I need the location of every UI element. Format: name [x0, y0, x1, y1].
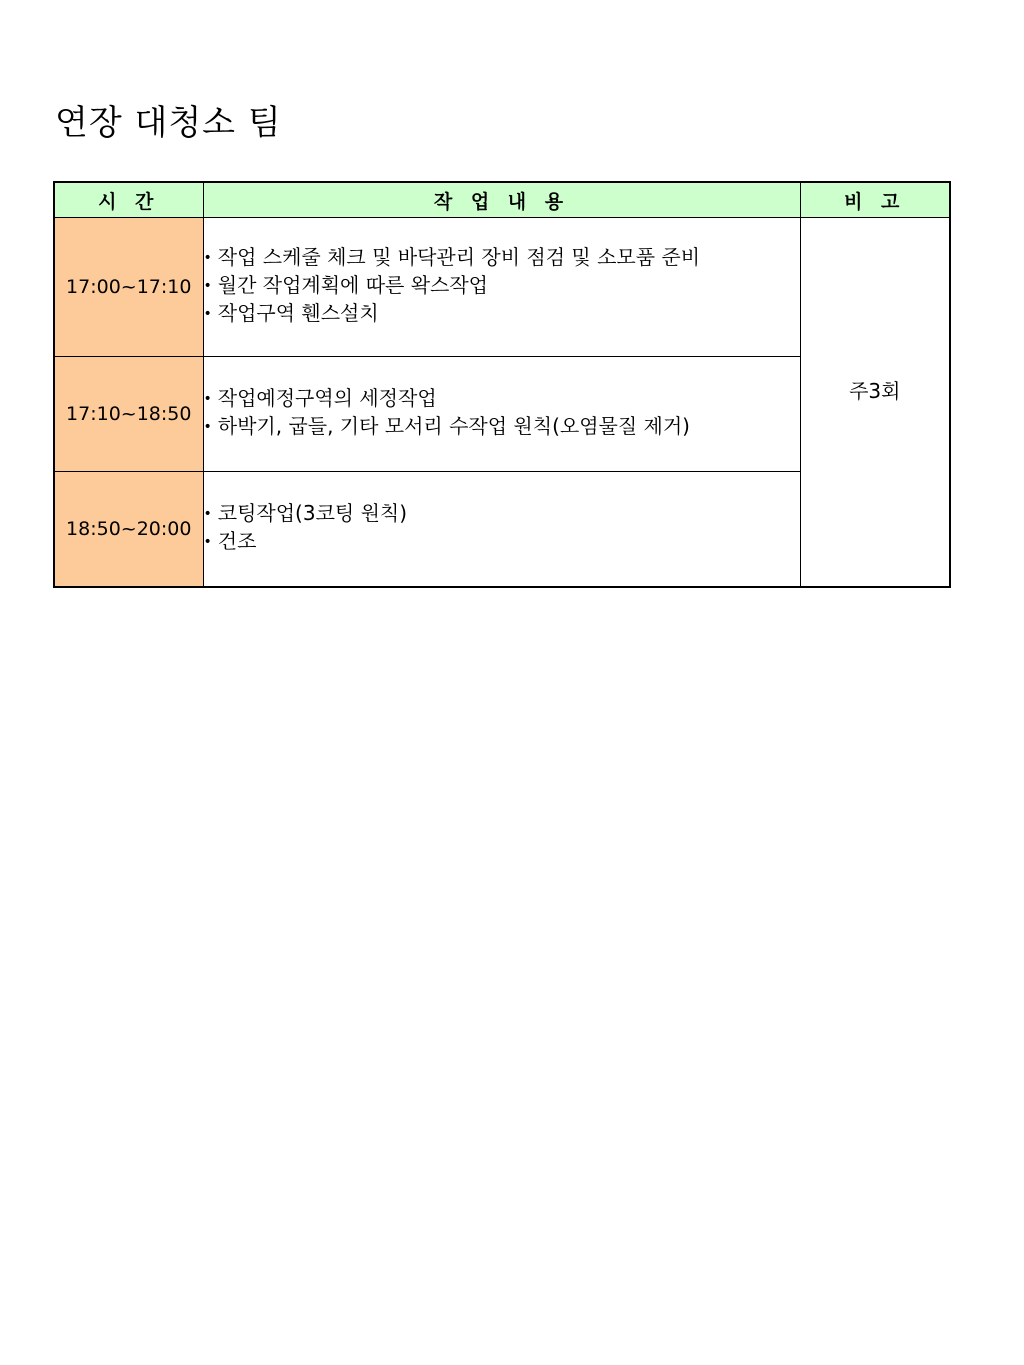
time-cell: 18:50~20:00	[54, 472, 203, 587]
schedule-table	[53, 181, 951, 588]
task-item: • 코팅작업(3코팅 원칙)	[204, 501, 800, 529]
time-cell: 17:10~18:50	[54, 357, 203, 472]
task-item: • 작업예정구역의 세정작업	[204, 386, 800, 414]
task-cell	[203, 357, 800, 472]
task-list	[204, 501, 800, 557]
task-cell	[203, 472, 800, 587]
task-list	[204, 245, 800, 329]
note-text: 주3회	[849, 379, 901, 404]
task-item: • 건조	[204, 529, 800, 557]
note-cell	[800, 218, 950, 587]
task-item: • 작업구역 휀스설치	[204, 301, 800, 329]
task-list	[204, 386, 800, 442]
table-row	[54, 218, 950, 357]
time-cell: 17:00~17:10	[54, 218, 203, 357]
header-note: 비 고	[800, 182, 950, 218]
header-content: 작 업 내 용	[203, 182, 800, 218]
task-cell	[203, 218, 800, 357]
task-item: • 작업 스케줄 체크 및 바닥관리 장비 점검 및 소모품 준비	[204, 245, 800, 273]
header-time: 시 간	[54, 182, 203, 218]
task-item: • 월간 작업계획에 따른 왁스작업	[204, 273, 800, 301]
page-title: 연장 대청소 팀	[55, 103, 282, 143]
table-header-row	[54, 182, 950, 218]
task-item: • 하박기, 굽들, 기타 모서리 수작업 원칙(오염물질 제거)	[204, 414, 800, 442]
